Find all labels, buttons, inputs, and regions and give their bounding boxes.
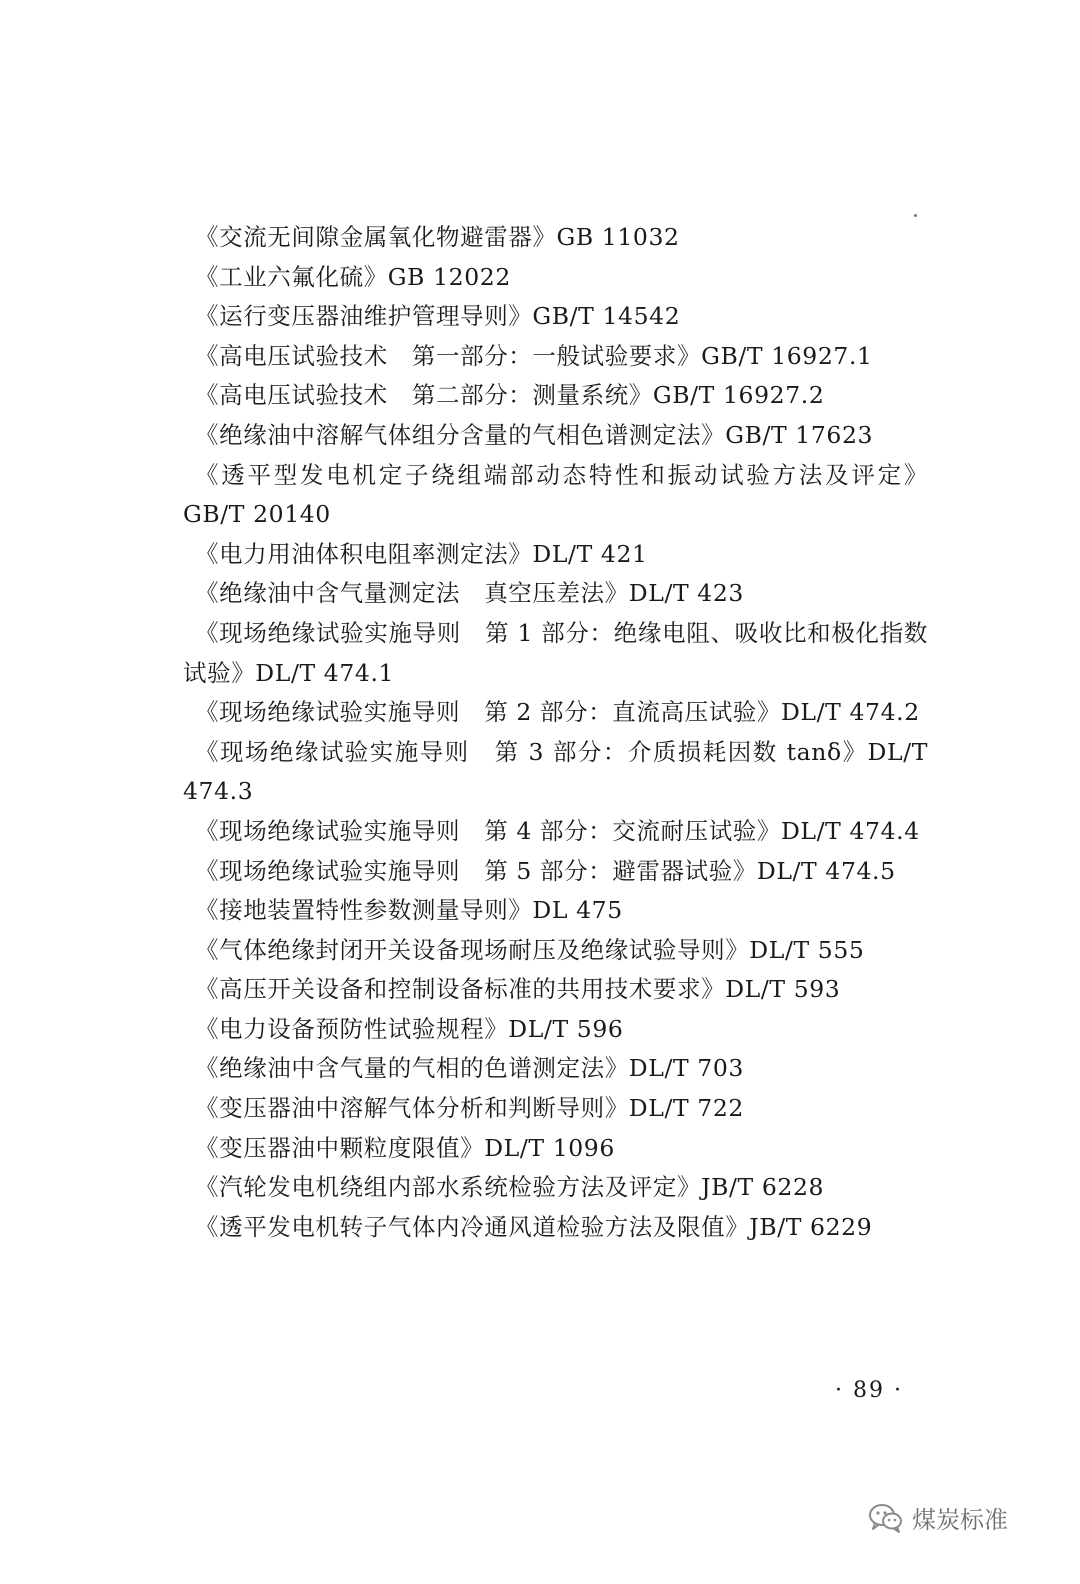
reference-item: 《电力用油体积电阻率测定法》DL/T 421 bbox=[195, 539, 648, 568]
watermark bbox=[868, 1500, 1008, 1535]
reference-item: 《气体绝缘封闭开关设备现场耐压及绝缘试验导则》DL/T 555 bbox=[195, 935, 865, 964]
reference-list bbox=[183, 218, 928, 1247]
reference-item: 《绝缘油中含气量的气相的色谱测定法》DL/T 703 bbox=[195, 1054, 744, 1083]
reference-item: 《运行变压器油维护管理导则》GB/T 14542 bbox=[195, 302, 681, 331]
reference-item: 《高电压试验技术 第一部分：一般试验要求》GB/T 16927.1 bbox=[195, 341, 873, 370]
reference-item: 《现场绝缘试验实施导则 第 5 部分：避雷器试验》DL/T 474.5 bbox=[195, 856, 896, 885]
reference-item: 《透平发电机转子气体内冷通风道检验方法及限值》JB/T 6229 bbox=[195, 1212, 873, 1241]
reference-item: 《电力设备预防性试验规程》DL/T 596 bbox=[195, 1014, 624, 1043]
corner-dot bbox=[914, 214, 917, 217]
reference-item: 《汽轮发电机绕组内部水系统检验方法及评定》JB/T 6228 bbox=[195, 1173, 825, 1202]
reference-item: 《现场绝缘试验实施导则 第 1 部分：绝缘电阻、吸收比和极化指数试验》DL/T 474.1 bbox=[183, 618, 928, 687]
reference-item: 《绝缘油中含气量测定法 真空压差法》DL/T 423 bbox=[195, 579, 744, 608]
reference-item: 《交流无间隙金属氧化物避雷器》GB 11032 bbox=[195, 223, 680, 251]
reference-item: 《现场绝缘试验实施导则 第 4 部分：交流耐压试验》DL/T 474.4 bbox=[195, 816, 920, 845]
reference-item: 《绝缘油中溶解气体组分含量的气相色谱测定法》GB/T 17623 bbox=[195, 420, 874, 449]
reference-item: 《接地装置特性参数测量导则》DL 475 bbox=[195, 896, 623, 925]
reference-item: 《现场绝缘试验实施导则 第 2 部分：直流高压试验》DL/T 474.2 bbox=[195, 698, 920, 727]
watermark-label: 煤炭标准 bbox=[912, 1506, 1008, 1534]
reference-item: 《变压器油中溶解气体分析和判断导则》DL/T 722 bbox=[195, 1094, 744, 1123]
page-number: · 89 · bbox=[835, 1378, 903, 1403]
reference-item: 《现场绝缘试验实施导则 第 3 部分：介质损耗因数 tanδ》DL/T 474.3 bbox=[183, 737, 928, 806]
wechat-icon bbox=[868, 1502, 904, 1534]
reference-item: 《透平型发电机定子绕组端部动态特性和振动试验方法及评定》GB/T 20140 bbox=[183, 460, 928, 529]
reference-item: 《工业六氟化硫》GB 12022 bbox=[195, 262, 511, 291]
reference-item: 《高电压试验技术 第二部分：测量系统》GB/T 16927.2 bbox=[195, 381, 825, 410]
reference-item: 《变压器油中颗粒度限值》DL/T 1096 bbox=[195, 1133, 615, 1162]
reference-item: 《高压开关设备和控制设备标准的共用技术要求》DL/T 593 bbox=[195, 975, 841, 1004]
